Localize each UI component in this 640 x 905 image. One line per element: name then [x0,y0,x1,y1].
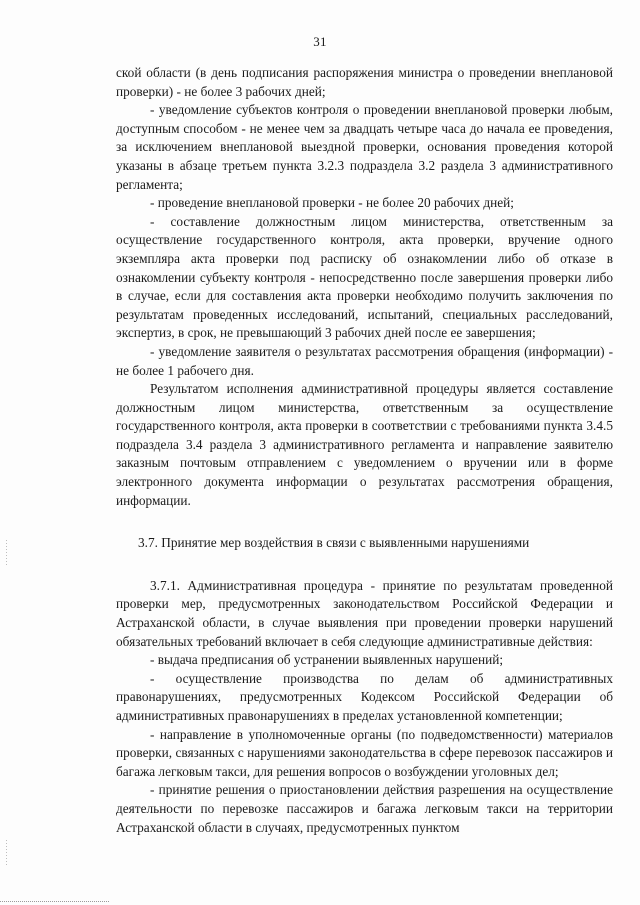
paragraph: - проведение внеплановой проверки - не более 20 рабочих дней; [150,195,514,211]
paragraph: - принятие решения о приостановлении действия разрешения на осуществление деятельности по перевозке пассажиров и багажа легковым такси на территории Астраханской области в случаях, предусмотренных пунктом [116,782,613,835]
section-heading: 3.7. Принятие мер воздействия в связи с выявленными нарушениями [138,535,530,551]
paragraph: ской области (в день подписания распоряжения министра о проведении внеплановой проверки) - не более 3 рабочих дней; [116,65,613,99]
paragraph: - выдача предписания об устранении выявленных нарушений; [150,652,504,668]
paragraph: - осуществление производства по делам об административных правонарушениях, предусмотренных Кодексом Российской Федерации об административных правонарушениях в пределах установленной компетенции; [116,670,613,723]
paragraph: - уведомление субъектов контроля о проведении внеплановой проверки любым, доступным способом - не менее чем за двадцать четыре часа до начала ее проведения, за исключением внеплановой выездной проверки, основания проведения которой указаны в абзаце третьем пункта 3.2.3 подраздела 3.2 раздела 3 административного регламента; [116,102,613,192]
scan-margin-mark [6,840,7,866]
document-body [116,64,613,837]
paragraph: - направление в уполномоченные органы (по подведомственности) материалов проверки, связанных с нарушениями законодательства в сфере перевозок пассажиров и багажа легковым такси, для решения вопросов о возбуждении уголовных дел; [116,726,613,779]
paragraph: 3.7.1. Административная процедура - принятие по результатам проведенной проверки мер, предусмотренных законодательством Российской Федерации и Астраханской области, в случае выявления при проведении проверки нарушений обязательных требований включает в себя следующие административные действия: [116,577,613,649]
page-number: 31 [313,34,327,49]
paragraph: - составление должностным лицом министерства, ответственным за осуществление государственного контроля, акта проверки, вручение одного экземпляра акта проверки под расписку об ознакомлении либо об отказе в ознакомлении субъекту контроля - непосредственно после завершения проверки либо в случае, если для составления акта проверки необходимо получить заключения по результатам проведенных исследований, испытаний, специальных расследований, экспертиз, в срок, не превышающий 3 рабочих дней после ее завершения; [116,213,613,341]
paragraph: - уведомление заявителя о результатах рассмотрения обращения (информации) - не более 1 рабочего дня. [116,343,613,378]
scan-margin-mark [6,540,7,566]
paragraph: Результатом исполнения административной процедуры является составление должностным лицом министерства, ответственным за осуществление государственного контроля, акта проверки в соответствии с требованиями пункта 3.4.5 подраздела 3.4 раздела 3 административного регламента и направление заявителю заказным почтовым отправлением с уведомлением о вручении или в форме электронного документа информации о результатах рассмотрения обращения, информации. [116,381,613,508]
scan-edge-mark [0,901,110,902]
